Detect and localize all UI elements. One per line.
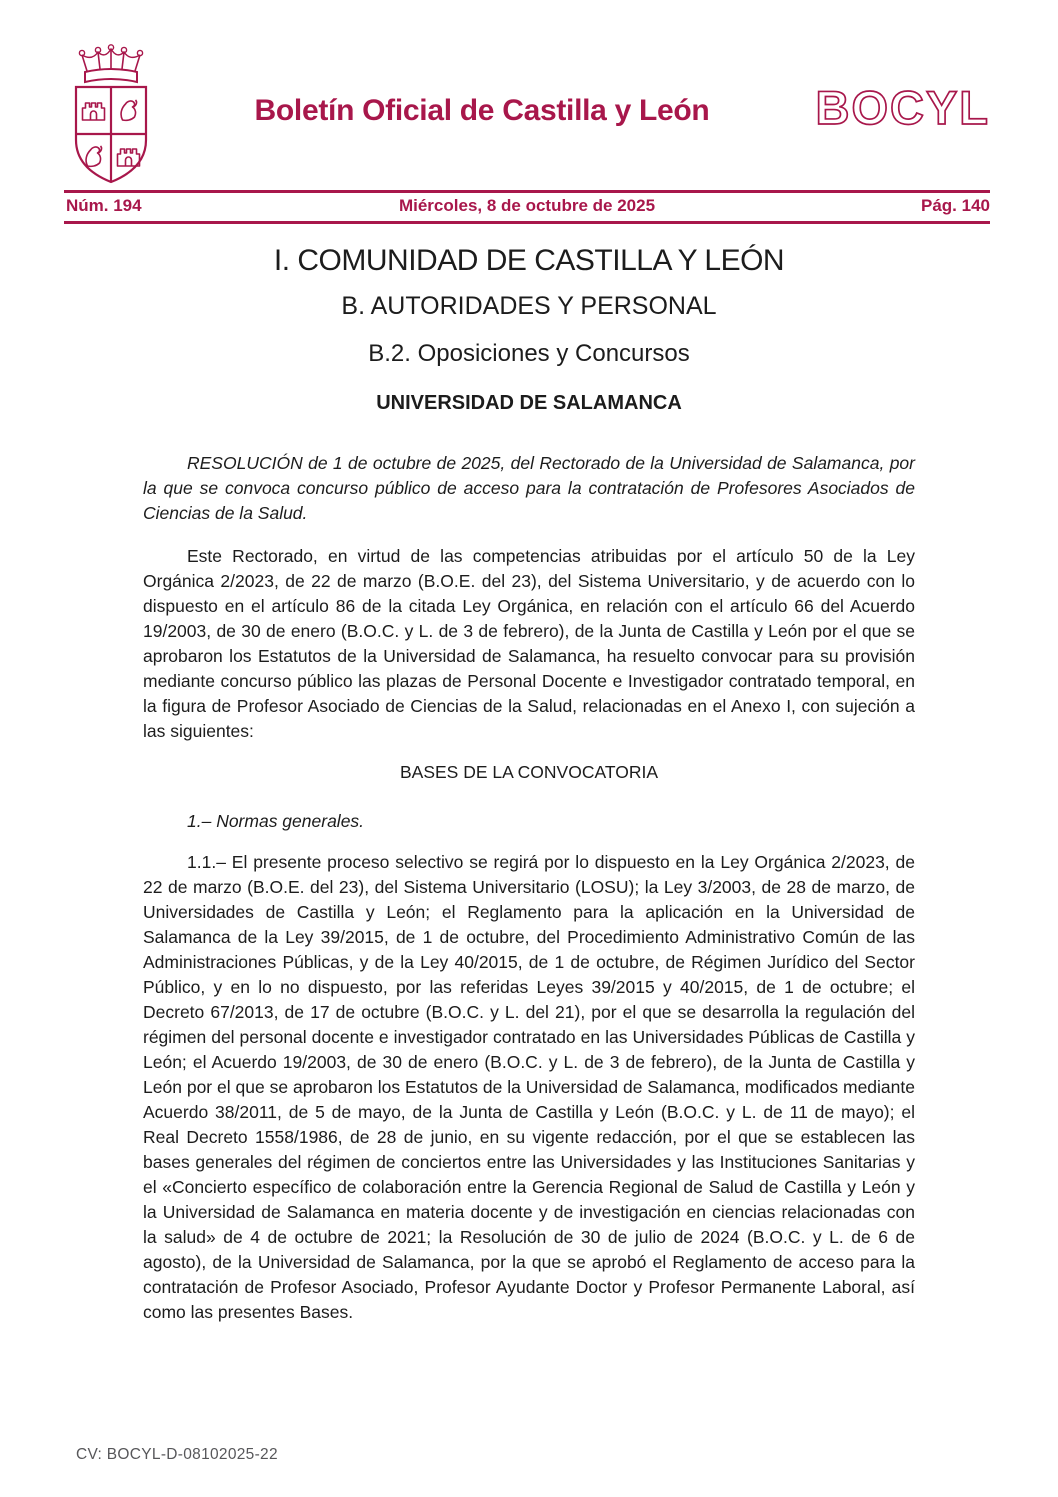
issue-number: Núm. 194 [66, 196, 142, 215]
clause-1-title: 1.– Normas generales. [187, 811, 365, 831]
subsection-heading: B. AUTORIDADES Y PERSONAL [341, 292, 717, 320]
masthead [64, 44, 990, 190]
subsubsection-heading: B.2. Oposiciones y Concursos [368, 340, 690, 367]
document-content [143, 243, 915, 1325]
meta-bar [64, 196, 990, 218]
divider-mid [64, 221, 990, 224]
organization-heading: UNIVERSIDAD DE SALAMANCA [376, 392, 682, 414]
issue-date: Miércoles, 8 de octubre de 2025 [398, 196, 656, 215]
coat-of-arms-icon [64, 44, 158, 186]
verification-code: CV: BOCYL-D-08102025-22 [76, 1446, 278, 1463]
bocyl-logo: BOCYL [815, 81, 990, 134]
intro-paragraph: Este Rectorado, en virtud de las competencias atribuidas por el artículo 50 de la Ley Orgánica 2/2023, de 22 de marzo (B.O.E. del 23), del Sistema Universitario, y de acuerdo con lo dispuesto en el artículo 86 de la citada Ley Orgánica, en relación con el artículo 66 del Acuerdo 19/2003, de 30 de enero (B.O.C. y L. de 3 de febrero), de la Junta de Castilla y León por el que se aprobaron los Estatutos de la Universidad de Salamanca, ha resuelto convocar para su provisión mediante concurso público las plazas de Personal Docente e Investigador contratado temporal, en la figura de Profesor Asociado de Ciencias de la Salud, relacionadas en el Anexo I, con sujeción a las siguientes: [143, 546, 915, 741]
clause-1-1-paragraph: 1.1.– El presente proceso selectivo se regirá por lo dispuesto en la Ley Orgánica 2/2023, de 22 de marzo (B.O.E. del 23), del Sistema Universitario (LOSU); la Ley 3/2003, de 28 de marzo, de Universidades de Castilla y León; el Reglamento para la aplicación en la Universidad de Salamanca de la Ley 39/2015, de 1 de octubre, del Procedimiento Administrativo Común de las Administraciones Públicas, y de la Ley 40/2015, de 1 de octubre, de Régimen Jurídico del Sector Público, y en lo no dispuesto, por las referidas Leyes 39/2015 y 40/2015, de 1 de octubre; el Decreto 67/2013, de 17 de octubre (B.O.C. y L. del 21), por el que se desarrolla la regulación del régimen del personal docente e investigador contratado en las Universidades Públicas de Castilla y León; el Acuerdo 19/2003, de 30 de enero (B.O.C. y L. de 3 de febrero), de la Junta de Castilla y León por el que se aprobaron los Estatutos de la Universidad de Salamanca, modificados mediante Acuerdo 38/2011, de 5 de mayo, de la Junta de Castilla y León (B.O.C. y L. de 11 de mayo); el Real Decreto 1558/1986, de 28 de junio, en su vigente redacción, por el que se establecen las bases generales del régimen de conciertos entre las Universidades y las Instituciones Sanitarias y el «Concierto específico de colaboración entre la Gerencia Regional de Salud de Castilla y León y la Universidad de Salamanca en materia docente y de investigación en ciencias relacionadas con la salud» de 4 de octubre de 2021; la Resolución de 30 de julio de 2024 (B.O.C. y L. de 6 de agosto), de la Universidad de Salamanca, por la que se aprobó el Reglamento de acceso para la contratación de Profesor Asociado, Profesor Ayudante Doctor y Profesor Permanente Laboral, así como las presentes Bases. [143, 852, 915, 1322]
masthead-title: Boletín Oficial de Castilla y León [254, 94, 710, 127]
section-heading: I. COMUNIDAD DE CASTILLA Y LEÓN [273, 244, 785, 277]
resolution-summary: RESOLUCIÓN de 1 de octubre de 2025, del Rectorado de la Universidad de Salamanca, por la que se convoca concurso público de acceso para la contratación de Profesores Asociados de Ciencias de la Salud. [143, 453, 915, 523]
divider-top [64, 190, 990, 193]
bases-heading: BASES DE LA CONVOCATORIA [399, 762, 659, 782]
page-number: Pág. 140 [921, 196, 990, 215]
